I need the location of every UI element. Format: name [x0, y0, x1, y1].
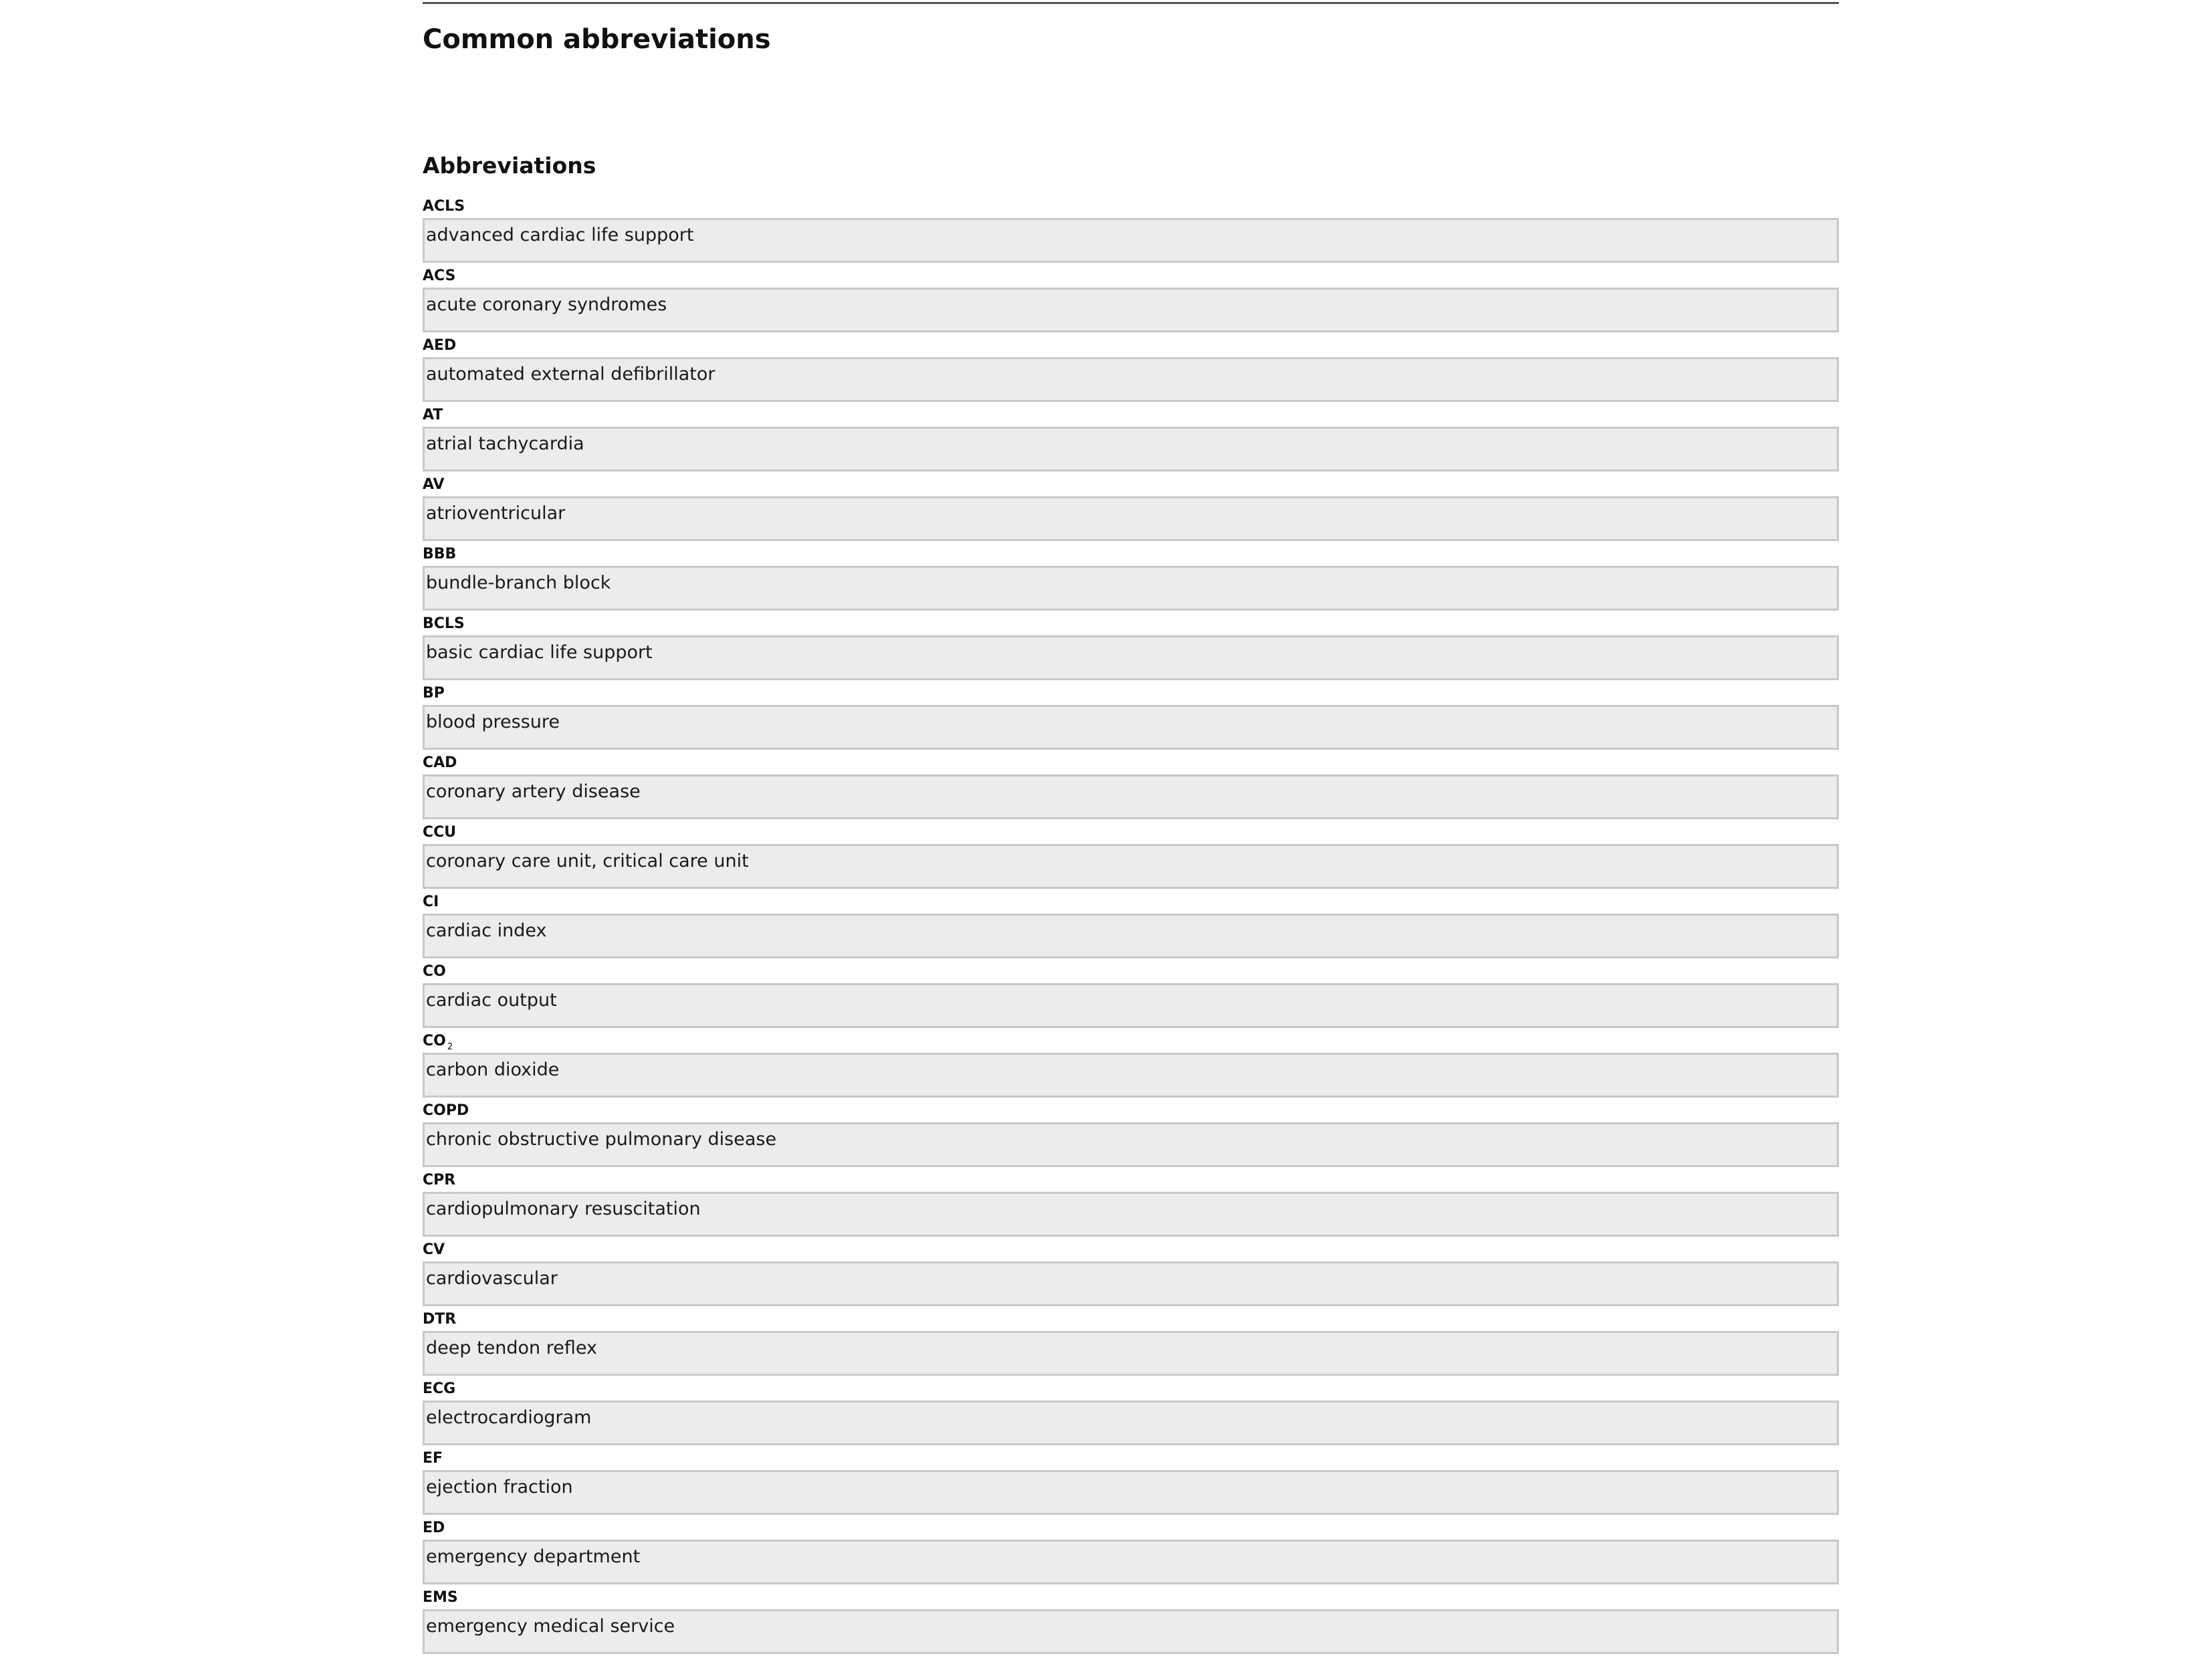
- abbreviation-term-text: CO: [423, 963, 446, 980]
- definition-field: [423, 1261, 1839, 1306]
- abbreviation-term-text: DTR: [423, 1311, 457, 1328]
- abbreviation-term-text: CO: [423, 1033, 446, 1049]
- abbreviation-entry-19: [423, 1518, 1839, 1588]
- abbreviation-term-text: CPR: [423, 1172, 456, 1188]
- abbreviation-term: [423, 824, 456, 841]
- abbreviation-definition: electrocardiogram: [426, 1407, 592, 1428]
- abbreviation-entry-12: [423, 1031, 1839, 1101]
- abbreviation-term-text: ED: [423, 1520, 445, 1536]
- abbreviation-entry-6: [423, 614, 1839, 684]
- abbreviation-term: [423, 1172, 455, 1189]
- top-divider: [423, 2, 1839, 4]
- abbreviation-entry-14: [423, 1170, 1839, 1240]
- abbreviation-term-text: ACS: [423, 268, 456, 284]
- abbreviation-term: [423, 198, 465, 215]
- section-heading: Abbreviations: [423, 152, 596, 179]
- abbreviation-term: [423, 1520, 445, 1537]
- abbreviation-term-text: AT: [423, 407, 443, 423]
- abbreviation-term: [423, 1241, 445, 1259]
- abbreviation-term-text: CI: [423, 894, 439, 910]
- definition-field: [423, 288, 1839, 332]
- abbreviation-term: [423, 1033, 453, 1050]
- definition-field: [423, 357, 1839, 402]
- abbreviation-term-text: CAD: [423, 754, 457, 771]
- definition-field: [423, 496, 1839, 541]
- abbreviation-definition: emergency medical service: [426, 1616, 675, 1637]
- abbreviation-entry-4: [423, 475, 1839, 544]
- definition-field: [423, 1540, 1839, 1584]
- abbreviation-entry-18: [423, 1449, 1839, 1518]
- abbreviation-entry-20: [423, 1588, 1839, 1657]
- abbreviation-definition: coronary care unit, critical care unit: [426, 851, 749, 871]
- abbreviation-entry-3: [423, 405, 1839, 475]
- definition-field: [423, 1470, 1839, 1515]
- definition-field: [423, 1053, 1839, 1098]
- abbreviation-term: [423, 407, 443, 424]
- abbreviation-term: [423, 1589, 458, 1607]
- abbreviation-definition: cardiac output: [426, 990, 557, 1011]
- abbreviation-definition: automated external defibrillator: [426, 364, 715, 385]
- definition-field: [423, 1122, 1839, 1167]
- abbreviation-list: [423, 197, 1839, 1657]
- abbreviation-entry-17: [423, 1379, 1839, 1449]
- abbreviation-definition: bundle-branch block: [426, 573, 611, 593]
- abbreviation-entry-0: [423, 197, 1839, 266]
- definition-field: [423, 427, 1839, 472]
- definition-field: [423, 914, 1839, 958]
- definition-field: [423, 1331, 1839, 1376]
- abbreviation-entry-11: [423, 962, 1839, 1031]
- abbreviation-term: [423, 1102, 469, 1120]
- abbreviation-definition: coronary artery disease: [426, 781, 641, 802]
- abbreviation-entry-5: [423, 544, 1839, 614]
- page-title: Common abbreviations: [423, 24, 771, 55]
- abbreviation-term: [423, 1450, 443, 1467]
- abbreviation-entry-8: [423, 753, 1839, 823]
- abbreviation-definition: cardiovascular: [426, 1268, 558, 1289]
- abbreviation-definition: cardiopulmonary resuscitation: [426, 1199, 701, 1219]
- abbreviation-term-text: BBB: [423, 546, 457, 562]
- abbreviation-entry-1: [423, 266, 1839, 336]
- definition-field: [423, 218, 1839, 263]
- definition-field: [423, 1192, 1839, 1237]
- abbreviation-term-text: AV: [423, 476, 445, 493]
- abbreviation-term-text: CV: [423, 1241, 445, 1258]
- abbreviation-term: [423, 963, 446, 980]
- abbreviation-term-text: BP: [423, 685, 445, 702]
- abbreviation-definition: emergency department: [426, 1546, 641, 1567]
- abbreviation-term-text: EF: [423, 1450, 443, 1467]
- abbreviation-entry-10: [423, 892, 1839, 962]
- abbreviation-term: [423, 337, 456, 354]
- abbreviation-term-text: EMS: [423, 1589, 458, 1606]
- abbreviation-definition: atrioventricular: [426, 503, 566, 524]
- abbreviation-entry-2: [423, 336, 1839, 405]
- definition-field: [423, 635, 1839, 680]
- abbreviation-term: [423, 615, 465, 633]
- abbreviation-definition: blood pressure: [426, 712, 560, 732]
- abbreviation-entry-7: [423, 684, 1839, 753]
- abbreviation-term: [423, 1311, 456, 1328]
- definition-field: [423, 983, 1839, 1028]
- abbreviation-term-text: ACLS: [423, 198, 465, 215]
- definition-field: [423, 705, 1839, 750]
- abbreviation-definition: atrial tachycardia: [426, 433, 584, 454]
- definition-field: [423, 566, 1839, 611]
- definition-field: [423, 1401, 1839, 1445]
- abbreviation-definition: acute coronary syndromes: [426, 294, 667, 315]
- abbreviation-entry-16: [423, 1310, 1839, 1379]
- definition-field: [423, 1609, 1839, 1654]
- abbreviation-definition: ejection fraction: [426, 1477, 573, 1497]
- abbreviation-term: [423, 894, 439, 911]
- abbreviation-term: [423, 1380, 455, 1398]
- abbreviation-term: [423, 268, 455, 285]
- abbreviation-term-text: ECG: [423, 1380, 456, 1397]
- abbreviation-definition: advanced cardiac life support: [426, 225, 694, 245]
- abbreviation-entry-13: [423, 1101, 1839, 1170]
- abbreviation-entry-9: [423, 823, 1839, 892]
- abbreviation-term: [423, 476, 445, 494]
- abbreviation-term: [423, 546, 456, 563]
- abbreviation-term-text: COPD: [423, 1102, 469, 1119]
- abbreviation-definition: chronic obstructive pulmonary disease: [426, 1129, 777, 1150]
- definition-field: [423, 844, 1839, 889]
- abbreviation-term: [423, 685, 445, 702]
- definition-field: [423, 774, 1839, 819]
- abbreviation-term-subscript: 2: [447, 1042, 453, 1052]
- abbreviation-definition: basic cardiac life support: [426, 642, 653, 663]
- abbreviation-definition: deep tendon reflex: [426, 1338, 597, 1358]
- abbreviation-definition: cardiac index: [426, 920, 547, 941]
- abbreviation-term-text: BCLS: [423, 615, 465, 632]
- abbreviation-term: [423, 754, 457, 772]
- abbreviation-term-text: AED: [423, 337, 457, 354]
- abbreviation-term-text: CCU: [423, 824, 457, 841]
- abbreviation-definition: carbon dioxide: [426, 1059, 560, 1080]
- abbreviation-entry-15: [423, 1240, 1839, 1310]
